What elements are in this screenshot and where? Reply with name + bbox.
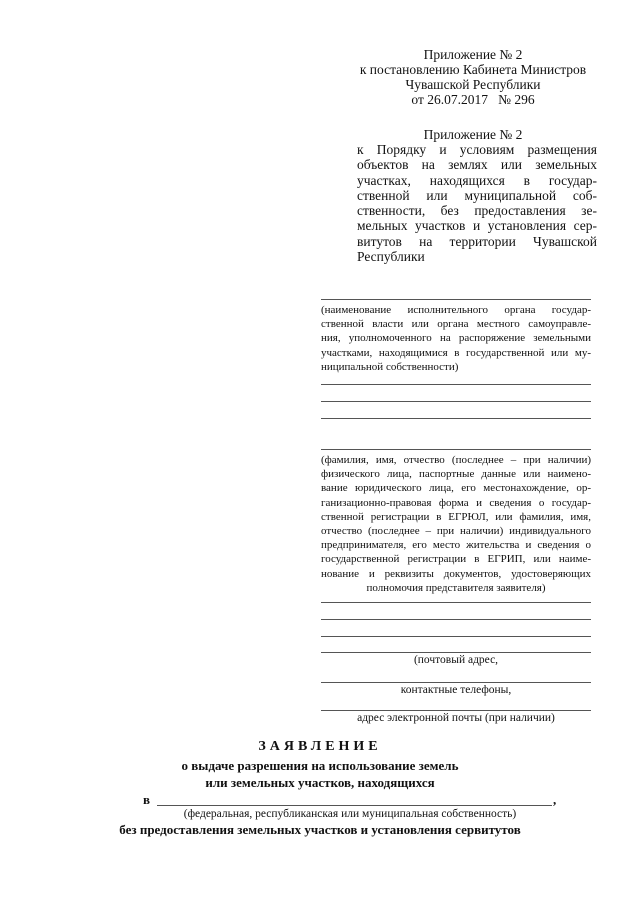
caption-line: полномочия представителя заявителя) — [366, 581, 546, 594]
caption-line: предпринимателя, его место жительства и сведения о — [321, 539, 591, 552]
authority-caption — [321, 303, 591, 374]
caption-line: ния, уполномоченного на распоряжение земельными — [321, 332, 591, 345]
phone-fill-line[interactable] — [321, 682, 591, 683]
statement-subtitle: без предоставления земельных участков и установления сервитутов — [119, 822, 521, 837]
ownership-prefix: в — [143, 792, 151, 807]
caption-line: ниципальной собственности) — [321, 360, 459, 373]
authority-extra-line[interactable] — [321, 418, 591, 419]
appendix-line: объектов на землях или земельных — [357, 157, 597, 173]
appendix-line: от 26.07.2017 № 296 — [411, 92, 535, 107]
caption-line: (наименование исполнительного органа государ- — [321, 304, 591, 316]
appendix-header-resolution — [348, 47, 598, 107]
caption-line: государственной регистрации в ЕГРИП, или наиме- — [321, 553, 591, 566]
caption-line: вание юридического лица, его местонахождение, ор- — [321, 482, 591, 495]
email-fill-line[interactable] — [321, 710, 591, 711]
postal-caption: (почтовый адрес, — [413, 654, 499, 666]
caption-line: ганизационно-правовая форма и сведения о государ- — [321, 496, 591, 509]
caption-line: нование и реквизиты документов, удостоверяющих — [321, 567, 591, 580]
applicant-caption — [321, 453, 591, 595]
appendix-line: участках, находящихся в государ- — [357, 172, 597, 188]
appendix-line: Приложение № 2 — [423, 47, 523, 62]
caption-line: отчество (последнее – при наличии) индивидуального — [321, 525, 591, 538]
ownership-caption: (федеральная, республиканская или муниципальная собственность) — [183, 808, 517, 820]
email-caption: адрес электронной почты (при наличии) — [357, 712, 555, 724]
applicant-extra-line[interactable] — [321, 619, 591, 620]
appendix-line: витутов на территории Чувашской — [357, 233, 597, 249]
caption-line: ственной регистрации в ЕГРЮЛ, или фамилия, имя, — [321, 510, 591, 523]
caption-line: (фамилия, имя, отчество (последнее – при наличии) — [321, 454, 591, 466]
postal-fill-line[interactable] — [321, 652, 591, 653]
ownership-comma: , — [553, 792, 557, 807]
authority-fill-line[interactable] — [321, 299, 591, 300]
statement-subtitle: о выдаче разрешения на использование земель — [181, 758, 459, 773]
caption-line: ственной власти или органа местного самоуправле- — [321, 318, 591, 331]
statement-subtitle: или земельных участков, находящихся — [205, 775, 435, 790]
appendix-heading-procedure: Приложение № 2 — [423, 127, 523, 142]
appendix-line: к Порядку и условиям размещения — [357, 142, 597, 157]
statement-title: ЗАЯВЛЕНИЕ — [258, 739, 382, 754]
caption-line: физического лица, паспортные данные или наимено- — [321, 468, 591, 481]
phone-caption: контактные телефоны, — [400, 684, 512, 696]
applicant-fill-line[interactable] — [321, 449, 591, 450]
appendix-procedure-text — [357, 142, 597, 264]
ownership-fill-line[interactable] — [157, 805, 552, 806]
applicant-extra-line[interactable] — [321, 602, 591, 603]
appendix-line: к постановлению Кабинета Министров — [359, 62, 587, 77]
authority-extra-line[interactable] — [321, 384, 591, 385]
applicant-extra-line[interactable] — [321, 636, 591, 637]
appendix-line: ственной или муниципальной соб- — [357, 187, 597, 203]
appendix-line: Республики — [357, 249, 425, 265]
caption-line: участками, находящимися в государственной или му- — [321, 346, 591, 359]
appendix-line: Чувашской Республики — [405, 77, 541, 92]
appendix-line: мельных участков и установления сер- — [357, 218, 597, 234]
authority-extra-line[interactable] — [321, 401, 591, 402]
appendix-line: ственности, без предоставления зе- — [357, 203, 597, 219]
